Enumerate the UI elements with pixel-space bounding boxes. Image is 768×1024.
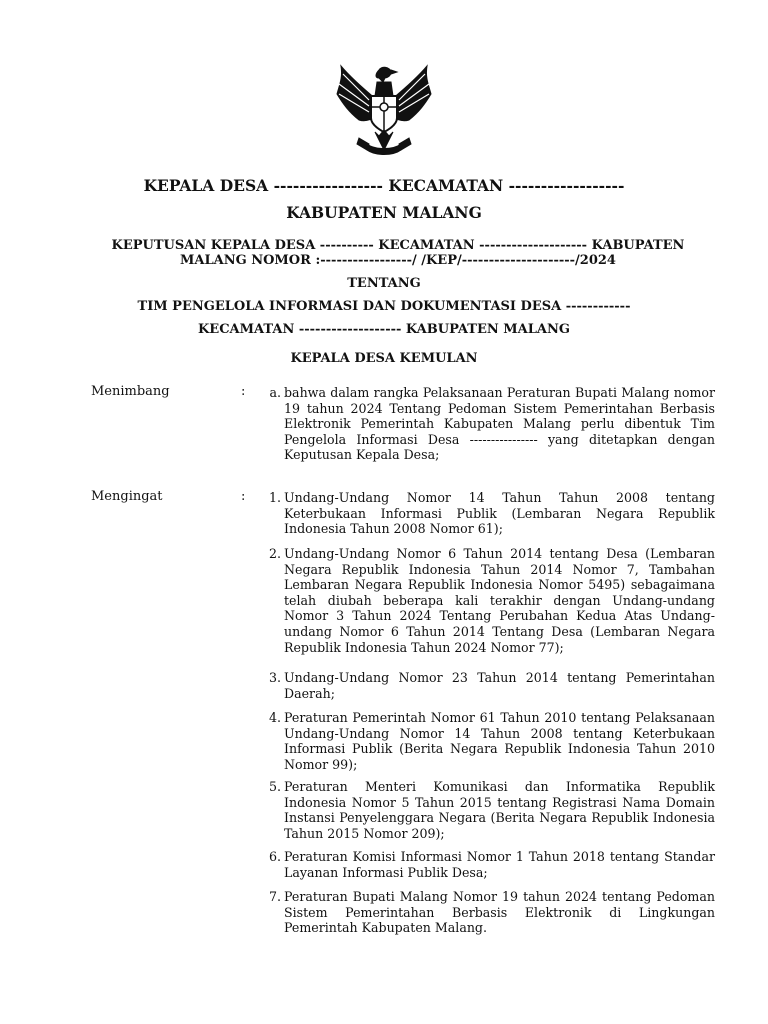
mengingat-item-6	[255, 849, 715, 880]
mengingat-colon: :	[241, 489, 246, 504]
item-number: 3.	[268, 670, 281, 685]
official-title: KEPALA DESA KEMULAN	[290, 351, 478, 366]
item-number: 2.	[268, 546, 281, 561]
header-title-line2: KABUPATEN MALANG	[286, 203, 482, 222]
item-number: a.	[269, 385, 281, 400]
decree-title-line2: MALANG NOMOR :-----------------/ /KEP/---------------------/2024	[180, 253, 616, 268]
subject-line2: KECAMATAN ------------------- KABUPATEN MALANG	[198, 322, 570, 337]
item-number: 7.	[268, 889, 281, 904]
item-text: Undang-Undang Nomor 14 Tahun Tahun 2008 tentang Keterbukaan Informasi Publik (Lembaran Negara Republik Indonesia Tahun 2008 Nomor 61);	[284, 490, 715, 537]
tentang-heading: TENTANG	[347, 276, 421, 291]
mengingat-label: Mengingat	[91, 489, 163, 504]
mengingat-item-2	[255, 546, 715, 655]
decree-title	[88, 238, 708, 268]
item-text: Peraturan Menteri Komunikasi dan Informatika Republik Indonesia Nomor 5 Tahun 2015 tentang Registrasi Nama Domain Instansi Penyelenggara Negara (Berita Negara Republik Indonesia Tahun 2015 Nomor 209);	[284, 779, 715, 841]
subject-line1: TIM PENGELOLA INFORMASI DAN DOKUMENTASI DESA ------------	[137, 299, 631, 314]
item-text: Undang-Undang Nomor 6 Tahun 2014 tentang Desa (Lembaran Negara Republik Indonesia Tahun 2014 Nomor 7, Tambahan Lembaran Negara Republik Indonesia Nomor 5495) sebagaimana telah diubah beberapa kali terakhir dengan Undang-undang Nomor 3 Tahun 2024 Tentang Perubahan Kedua Atas Undang-undang Nomor 6 Tahun 2014 Tentang Desa (Lembaran Negara Republik Indonesia Tahun 2024 Nomor 77);	[284, 546, 715, 655]
item-number: 6.	[268, 849, 281, 864]
menimbang-item-a	[255, 385, 715, 463]
header-title-line1: KEPALA DESA ----------------- KECAMATAN ------------------	[143, 176, 625, 195]
mengingat-item-5	[255, 779, 715, 841]
item-number: 5.	[268, 779, 281, 794]
mengingat-item-1	[255, 490, 715, 537]
garuda-emblem	[329, 60, 439, 160]
item-text: Peraturan Komisi Informasi Nomor 1 Tahun 2018 tentang Standar Layanan Informasi Publik Desa;	[284, 849, 715, 880]
mengingat-item-3	[255, 670, 715, 701]
menimbang-colon: :	[241, 384, 246, 399]
item-text: Undang-Undang Nomor 23 Tahun 2014 tentang Pemerintahan Daerah;	[284, 670, 715, 701]
item-number: 1.	[268, 490, 281, 505]
item-text: bahwa dalam rangka Pelaksanaan Peraturan Bupati Malang nomor 19 tahun 2024 Tentang Pedoman Sistem Pemerintahan Berbasis Elektronik Pemerintah Kabupaten Malang perlu dibentuk Tim Pengelola Informasi Desa ---------------- yang ditetapkan dengan Keputusan Kepala Desa;	[284, 385, 715, 463]
mengingat-item-7	[255, 889, 715, 936]
item-text: Peraturan Pemerintah Nomor 61 Tahun 2010 tentang Pelaksanaan Undang-Undang Nomor 14 Tahun 2008 tentang Keterbukaan Informasi Publik (Berita Negara Republik Indonesia Tahun 2010 Nomor 99);	[284, 710, 715, 772]
mengingat-item-4	[255, 710, 715, 772]
item-number: 4.	[268, 710, 281, 725]
decree-title-line1: KEPUTUSAN KEPALA DESA ---------- KECAMATAN -------------------- KABUPATEN	[111, 238, 685, 253]
menimbang-label: Menimbang	[91, 384, 170, 399]
item-text: Peraturan Bupati Malang Nomor 19 tahun 2024 tentang Pedoman Sistem Pemerintahan Berbasis Elektronik di Lingkungan Pemerintah Kabupaten Malang.	[284, 889, 715, 936]
